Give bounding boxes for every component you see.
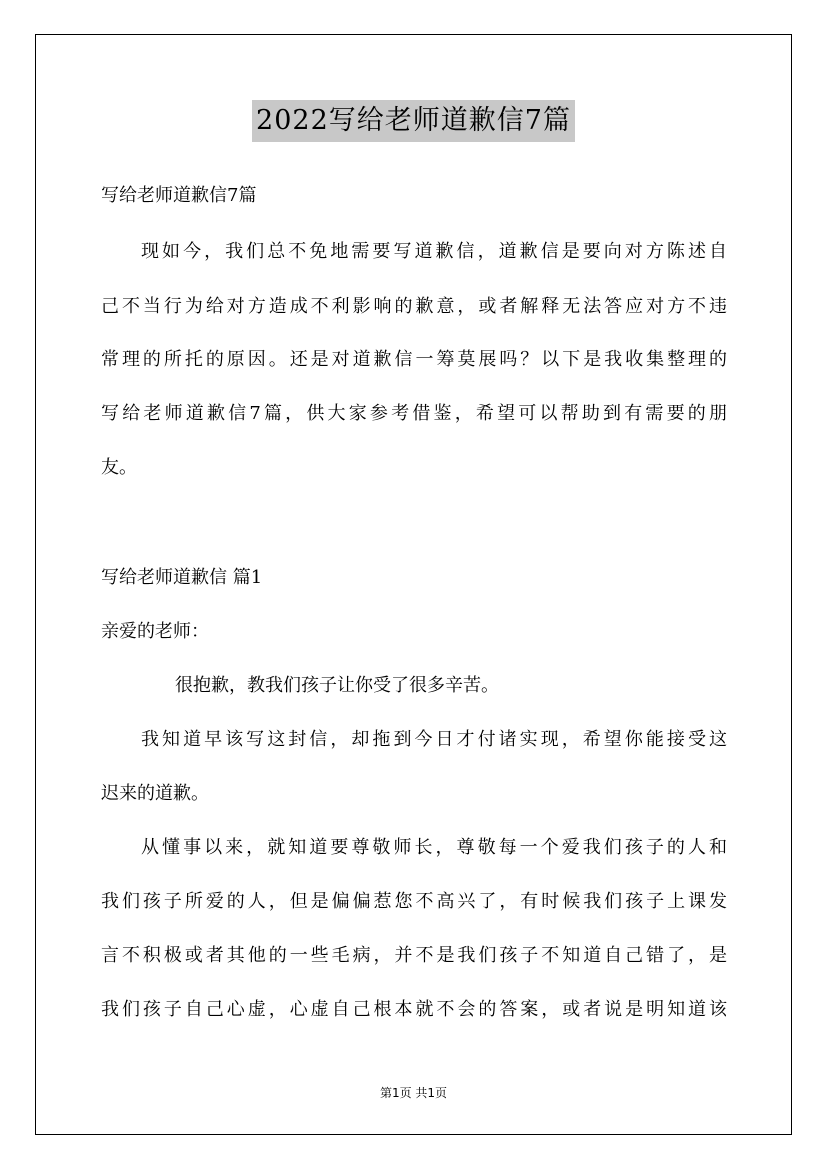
paragraph-2-line: 迟来的道歉。 [101,783,209,804]
page-footer: 第1页 共1页 [379,1086,448,1100]
paragraph-3-line: 言不积极或者其他的一些毛病，并不是我们孩子不知道自己错了，是 [101,945,727,966]
subtitle: 写给老师道歉信7篇 [101,185,257,206]
paragraph-1: 很抱歉，教我们孩子让你受了很多辛苦。 [175,675,499,696]
document-title: 2022写给老师道歉信7篇 [252,100,575,142]
paragraph-3-line: 我们孩子所爱的人，但是偏偏惹您不高兴了，有时候我们孩子上课发 [101,891,727,912]
section-heading: 写给老师道歉信 篇1 [101,567,263,588]
intro-line: 现如今，我们总不免地需要写道歉信，道歉信是要向对方陈述自 [141,241,727,262]
salutation: 亲爱的老师： [101,621,209,642]
intro-line: 己不当行为给对方造成不利影响的歉意，或者解释无法答应对方不违 [101,296,727,317]
intro-line: 写给老师道歉信7篇，供大家参考借鉴，希望可以帮助到有需要的朋 [101,403,727,424]
paragraph-3-line: 我们孩子自己心虚，心虚自己根本就不会的答案，或者说是明知道该 [101,999,727,1020]
paragraph-2-line: 我知道早该写这封信，却拖到今日才付诸实现，希望你能接受这 [141,729,727,750]
intro-line: 友。 [101,457,137,478]
intro-line: 常理的所托的原因。还是对道歉信一筹莫展吗？以下是我收集整理的 [101,349,727,370]
paragraph-3-line: 从懂事以来，就知道要尊敬师长，尊敬每一个爱我们孩子的人和 [141,837,727,858]
title-container [0,100,827,142]
